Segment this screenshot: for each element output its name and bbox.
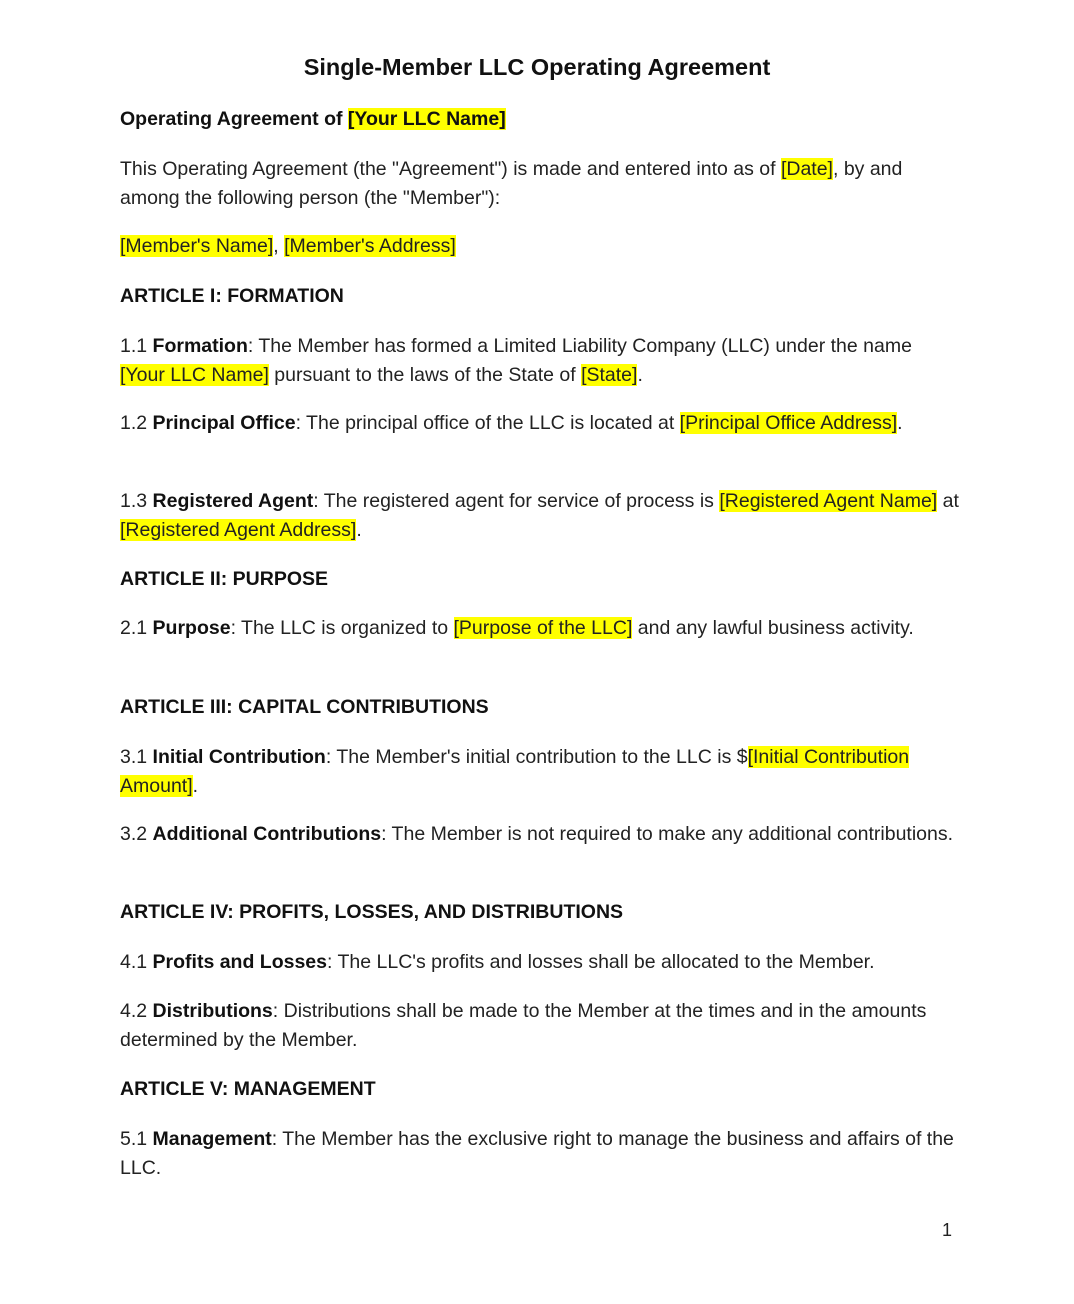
- section-term: Distributions: [152, 1000, 273, 1022]
- section-number: 3.1: [120, 746, 153, 768]
- section-number: 4.2: [120, 1000, 153, 1022]
- page-number: 1: [941, 1220, 952, 1240]
- document-title: Single-Member LLC Operating Agreement: [303, 54, 771, 80]
- section-number: 3.2: [120, 823, 153, 845]
- section-term: Principal Office: [152, 412, 296, 434]
- section-2-1: [120, 614, 960, 643]
- section-1-2: [120, 409, 960, 438]
- section-text: .: [356, 518, 362, 541]
- purpose-placeholder: [Purpose of the LLC]: [453, 617, 633, 639]
- member-line: [120, 232, 960, 261]
- article-1-heading: ARTICLE I: FORMATION: [120, 285, 344, 307]
- section-term: Registered Agent: [152, 490, 314, 512]
- article-2-heading: ARTICLE II: PURPOSE: [120, 568, 329, 590]
- section-4-2: [120, 997, 960, 1054]
- llc-name-placeholder: [Your LLC Name]: [347, 108, 506, 130]
- section-4-1: [120, 948, 960, 977]
- section-text: : The LLC's profits and losses shall be allocated to the Member.: [327, 951, 875, 973]
- section-text: : The Member is not required to make any additional contributions.: [381, 823, 954, 845]
- article-3-heading: ARTICLE III: CAPITAL CONTRIBUTIONS: [120, 696, 489, 718]
- registered-agent-name-placeholder: [Registered Agent Name]: [719, 490, 938, 512]
- intro-text-end: , by and among the following person (the "Member"):: [120, 158, 903, 209]
- article-4-heading: ARTICLE IV: PROFITS, LOSSES, AND DISTRIBUTIONS: [120, 901, 624, 923]
- section-text: .: [192, 774, 199, 797]
- section-term: Additional Contributions: [152, 823, 382, 845]
- section-number: 1.3: [120, 490, 153, 512]
- member-separator: ,: [273, 235, 285, 257]
- section-text: : The principal office of the LLC is located at: [295, 412, 680, 434]
- initial-contribution-placeholder: [Initial Contribution Amount]: [120, 746, 910, 797]
- llc-name-placeholder: [Your LLC Name]: [120, 363, 269, 386]
- section-text: and any lawful business activity.: [632, 617, 914, 639]
- section-3-2: [120, 820, 960, 849]
- agreement-heading: [120, 105, 960, 134]
- section-text: : The registered agent for service of process is: [313, 490, 720, 512]
- member-name-placeholder: [Member's Name]: [120, 235, 274, 257]
- member-address-placeholder: [Member's Address]: [284, 235, 456, 257]
- section-text: : The Member has the exclusive right to manage the business and affairs of the LLC.: [120, 1128, 954, 1179]
- section-term: Profits and Losses: [152, 951, 327, 973]
- section-3-1: [120, 743, 960, 800]
- section-term: Initial Contribution: [152, 746, 326, 768]
- intro-text: This Operating Agreement (the "Agreement") is made and entered into as of: [120, 158, 781, 180]
- agreement-heading-label: Operating Agreement of: [120, 108, 348, 130]
- section-text: : The LLC is organized to: [230, 617, 454, 639]
- section-text: pursuant to the laws of the State of: [268, 363, 582, 386]
- section-term: Purpose: [152, 617, 231, 639]
- section-text: .: [637, 363, 643, 386]
- section-text: : The Member has formed a Limited Liability Company (LLC) under the name: [247, 335, 912, 357]
- section-number: 5.1: [120, 1128, 153, 1150]
- section-text: : The Member's initial contribution to the LLC is $: [325, 746, 748, 768]
- section-term: Formation: [152, 335, 248, 357]
- section-text: : Distributions shall be made to the Member at the times and in the amounts determined by the Member.: [120, 1000, 927, 1051]
- section-1-3: [120, 487, 960, 544]
- section-1-1: [120, 332, 960, 389]
- section-5-1: [120, 1125, 960, 1182]
- section-term: Management: [152, 1128, 272, 1150]
- intro-paragraph: [120, 155, 960, 212]
- section-number: 1.2: [120, 412, 153, 434]
- section-number: 1.1: [120, 335, 153, 357]
- section-number: 2.1: [120, 617, 153, 639]
- principal-office-placeholder: [Principal Office Address]: [679, 412, 898, 434]
- article-5-heading: ARTICLE V: MANAGEMENT: [120, 1078, 376, 1100]
- section-number: 4.1: [120, 951, 153, 973]
- date-placeholder: [Date]: [780, 158, 833, 180]
- section-text: .: [897, 412, 903, 434]
- state-placeholder: [State]: [581, 363, 638, 386]
- section-text: at: [937, 490, 959, 512]
- registered-agent-address-placeholder: [Registered Agent Address]: [120, 518, 357, 541]
